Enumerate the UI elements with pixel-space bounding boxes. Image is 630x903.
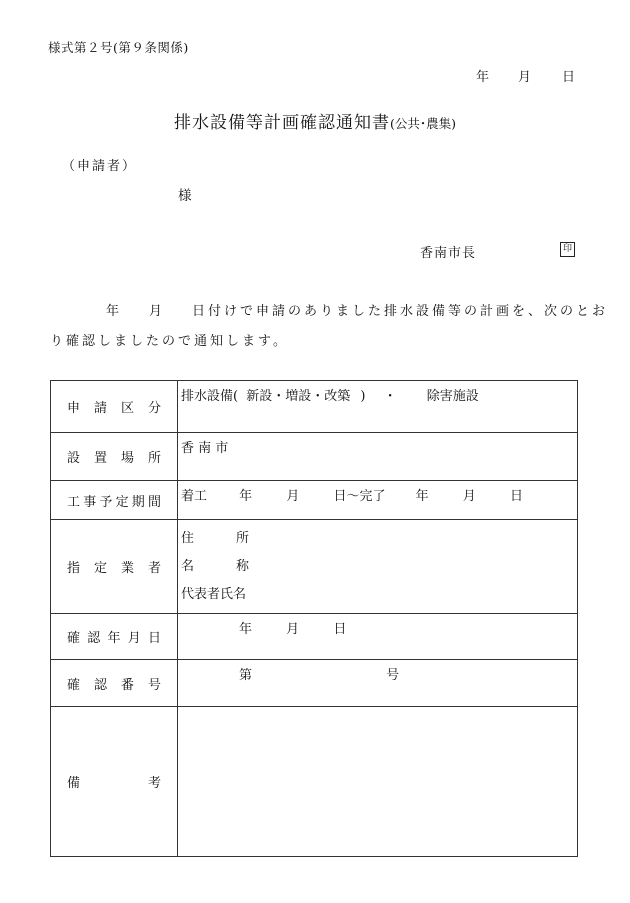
- form-number: 様式第２号(第９条関係): [48, 40, 189, 55]
- title-main: 排水設備等計画確認通知書: [173, 113, 390, 133]
- value-part: 月: [462, 489, 476, 504]
- value-part: 着工: [181, 489, 208, 504]
- label-char: 分: [147, 401, 161, 416]
- row-label-confirmation-number: [51, 660, 178, 707]
- label-char: 考: [147, 776, 161, 791]
- date-day: 日: [562, 70, 576, 85]
- label-char: 場: [120, 451, 134, 466]
- row-label-construction-period: [51, 481, 178, 520]
- label-char: 定: [93, 561, 107, 576]
- field-label: 名: [181, 559, 195, 574]
- label-char: 工: [67, 494, 81, 510]
- value-text: 香 南 市: [181, 441, 229, 456]
- label-char: 申: [67, 401, 81, 416]
- honorific: 様: [178, 188, 192, 204]
- document-title: [0, 108, 630, 133]
- value-part: 年: [415, 489, 429, 504]
- value-part: 日: [509, 489, 523, 504]
- row-value-location: [178, 433, 578, 481]
- date-year: 年: [476, 70, 490, 85]
- value-part: 月: [286, 489, 300, 504]
- contractor-address: [181, 525, 573, 553]
- value-part: 年: [239, 489, 253, 504]
- applicant-label: （申請者）: [62, 159, 138, 174]
- table-row: [51, 707, 578, 857]
- label-char: 請: [93, 401, 107, 416]
- title-sub: (公共･農集): [389, 116, 456, 131]
- body-line1-rest: 日付けで申請のありました排水設備等の計画を、次のとお: [192, 304, 609, 319]
- label-char: 事: [83, 494, 97, 510]
- confirmation-table: [50, 380, 578, 857]
- label-char: 年: [107, 631, 121, 646]
- contractor-representative: [181, 581, 573, 609]
- label-char: 定: [115, 494, 129, 510]
- label-char: 予: [99, 494, 113, 510]
- value-part: 号: [386, 668, 400, 683]
- label-char: 確: [67, 677, 81, 693]
- label-char: 日: [147, 631, 161, 646]
- value-part: ・: [383, 389, 397, 404]
- row-value-confirmation-number: [178, 660, 578, 707]
- label-char: 認: [93, 677, 107, 693]
- field-label: 所: [236, 531, 250, 546]
- value-part: 日: [333, 622, 347, 637]
- value-part: 排水設備(: [181, 389, 239, 404]
- label-char: 番: [120, 677, 134, 693]
- label-char: 所: [147, 451, 161, 466]
- value-part: ): [360, 389, 366, 404]
- table-row: [51, 660, 578, 707]
- row-label-remarks: [51, 707, 178, 857]
- label-char: 備: [67, 776, 81, 791]
- contractor-name: [181, 553, 573, 581]
- table-row: [51, 433, 578, 481]
- value-part: 日～完了: [333, 489, 386, 504]
- remarks-text: [178, 707, 577, 717]
- body-month: 月: [149, 304, 166, 319]
- seal-mark: 印: [560, 242, 575, 257]
- value-part: 新設・増設・改築: [246, 389, 351, 404]
- label-char: 確: [67, 631, 81, 646]
- row-label-application-type: [51, 381, 178, 433]
- body-year: 年: [106, 304, 123, 319]
- table-row: [51, 481, 578, 520]
- body-line2: り確認しましたので通知します。: [50, 334, 289, 349]
- value-part: 月: [286, 622, 300, 637]
- label-char: 置: [93, 451, 107, 466]
- label-char: 認: [87, 631, 101, 646]
- issuer: 香南市長: [420, 246, 477, 261]
- label-char: 者: [147, 561, 161, 576]
- value-part: 第: [239, 668, 253, 683]
- value-part: 年: [239, 622, 253, 637]
- table-row: [51, 614, 578, 660]
- row-label-contractor: [51, 520, 178, 614]
- row-label-location: [51, 433, 178, 481]
- date-month: 月: [518, 70, 532, 85]
- field-label: 住: [181, 531, 195, 546]
- label-char: 設: [67, 451, 81, 466]
- label-char: 業: [120, 561, 134, 576]
- label-char: 期: [131, 494, 145, 510]
- label-char: 月: [127, 631, 141, 646]
- table-row: [51, 381, 578, 433]
- row-label-confirmation-date: [51, 614, 178, 660]
- label-char: 号: [147, 677, 161, 693]
- label-char: 間: [147, 494, 161, 510]
- row-value-construction-period: [178, 481, 578, 520]
- label-char: 指: [67, 561, 81, 576]
- table-row: [51, 520, 578, 614]
- row-value-confirmation-date: [178, 614, 578, 660]
- field-label: 称: [236, 559, 250, 574]
- row-value-contractor: [178, 520, 578, 614]
- row-value-remarks: [178, 707, 578, 857]
- row-value-application-type: [178, 381, 578, 433]
- value-part: 除害施設: [426, 389, 479, 404]
- field-label: 代表者氏名: [181, 587, 247, 602]
- label-char: 区: [120, 401, 134, 416]
